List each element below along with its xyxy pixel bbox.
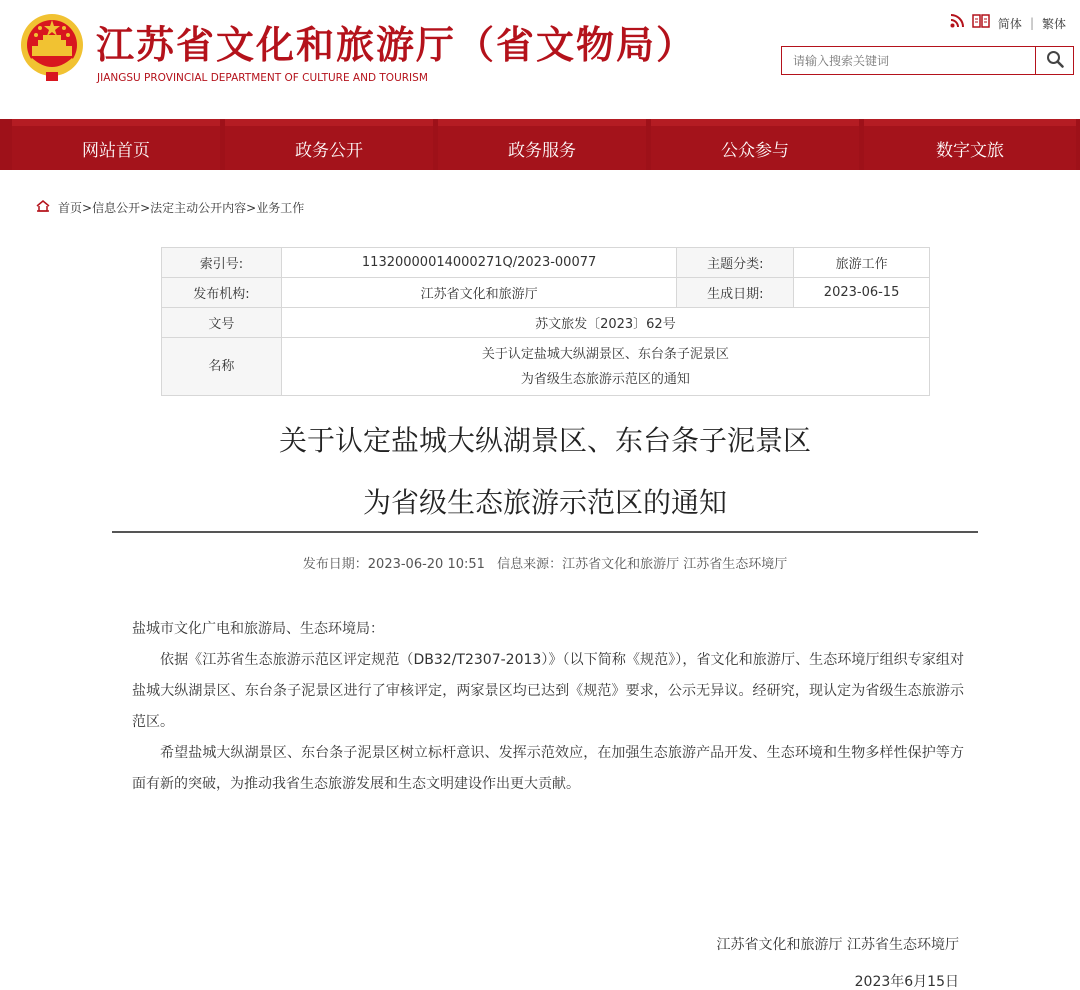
search-input[interactable] xyxy=(782,47,1034,74)
publisher-label: 发布机构: xyxy=(162,278,282,308)
breadcrumb-separator: > xyxy=(140,201,151,215)
home-icon xyxy=(36,200,50,215)
index-label: 索引号: xyxy=(162,248,282,278)
top-links xyxy=(950,14,1066,32)
national-emblem-icon[interactable] xyxy=(18,12,86,84)
paragraph: 依据《江苏省生态旅游示范区评定规范（DB32/T2307-2013）》（以下简称《规范》），省文化和旅游厅、生态环境厅组织专家组对盐城大纵湖景区、东台条子泥景区进行了审核评定，两家景区均已达到《规范》要求，公示无异议。经研究，现认定为省级生态旅游示范区。 xyxy=(132,652,964,730)
publish-date: 发布日期：2023-06-20 10:51 xyxy=(302,557,485,572)
info-source: 信息来源：江苏省文化和旅游厅 江苏省生态环境厅 xyxy=(497,557,788,572)
site-header xyxy=(0,0,1080,120)
article-title-line1: 关于认定盐城大纵湖景区、东台条子泥景区 xyxy=(278,424,811,457)
document-info-table xyxy=(161,247,930,396)
book-icon[interactable] xyxy=(972,14,990,32)
nav-item-digital-tourism[interactable]: 数字文旅 xyxy=(864,119,1076,170)
article-title-line2: 为省级生态旅游示范区的通知 xyxy=(362,486,727,519)
signature-block xyxy=(717,927,959,990)
doc-number-label: 文号 xyxy=(162,308,282,338)
search-box xyxy=(781,46,1074,75)
breadcrumb-separator: > xyxy=(82,201,93,215)
table-row xyxy=(162,308,930,338)
date-label: 生成日期: xyxy=(677,278,794,308)
topic-value: 旅游工作 xyxy=(794,248,930,278)
search-button[interactable] xyxy=(1035,47,1073,74)
doc-number-value: 苏文旅发〔2023〕62号 xyxy=(281,308,929,338)
table-row xyxy=(162,278,930,308)
simplified-chinese-link[interactable]: 简体 xyxy=(997,16,1022,31)
breadcrumb-home[interactable]: 首页 xyxy=(58,201,83,215)
nav-item-public-participation[interactable]: 公众参与 xyxy=(651,119,859,170)
topic-label: 主题分类: xyxy=(677,248,794,278)
index-value: 11320000014000271Q/2023-00077 xyxy=(281,248,677,278)
name-value xyxy=(281,338,929,396)
breadcrumb-business-work[interactable]: 业务工作 xyxy=(256,201,305,215)
signer: 江苏省文化和旅游厅 江苏省生态环境厅 xyxy=(716,937,959,953)
traditional-chinese-link[interactable]: 繁体 xyxy=(1041,16,1066,31)
paragraph: 希望盐城大纵湖景区、东台条子泥景区树立标杆意识、发挥示范效应，在加强生态旅游产品开发、生态环境和生物多样性保护等方面有新的突破，为推动我省生态旅游发展和生态文明建设作出更大贡献。 xyxy=(132,745,964,792)
name-label: 名称 xyxy=(162,338,282,396)
table-row xyxy=(162,248,930,278)
title-divider xyxy=(112,531,978,533)
breadcrumb-info-disclosure[interactable]: 信息公开 xyxy=(92,201,141,215)
publisher-value: 江苏省文化和旅游厅 xyxy=(281,278,677,308)
date-value: 2023-06-15 xyxy=(794,278,930,308)
breadcrumb-statutory-content[interactable]: 法定主动公开内容 xyxy=(150,201,247,215)
search-icon xyxy=(1046,50,1064,72)
article-meta xyxy=(112,553,978,572)
nav-item-home[interactable]: 网站首页 xyxy=(12,119,220,170)
site-title: 江苏省文化和旅游厅（省文物局） xyxy=(96,22,697,67)
name-value-line1: 关于认定盐城大纵湖景区、东台条子泥景区 xyxy=(481,346,729,362)
article-title xyxy=(112,410,978,534)
nav-item-government-services[interactable]: 政务服务 xyxy=(438,119,646,170)
breadcrumb-separator: > xyxy=(246,201,257,215)
salutation: 盐城市文化广电和旅游局、生态环境局： xyxy=(132,621,384,637)
table-row xyxy=(162,338,930,396)
main-nav xyxy=(0,119,1080,170)
site-subtitle: JIANGSU PROVINCIAL DEPARTMENT OF CULTURE AND TOURISM xyxy=(97,72,428,84)
breadcrumb xyxy=(36,199,304,216)
name-value-line2: 为省级生态旅游示范区的通知 xyxy=(520,371,690,387)
article-body xyxy=(132,614,964,800)
rss-icon[interactable] xyxy=(950,14,964,32)
language-separator: | xyxy=(1029,16,1034,30)
sign-date: 2023年6月15日 xyxy=(854,974,959,990)
nav-item-government-affairs[interactable]: 政务公开 xyxy=(225,119,433,170)
